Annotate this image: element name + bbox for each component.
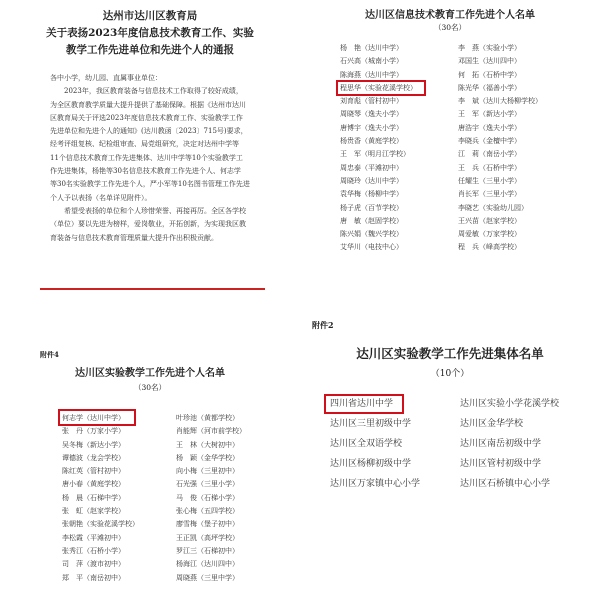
lab-list-count: （30名）	[133, 383, 167, 392]
list-item: 郑 平（南岳初中）	[62, 573, 125, 582]
list-item: 四川省达川中学	[330, 399, 394, 409]
info-list-column-right	[458, 42, 542, 255]
list-item: 王 兵（石桥中学）	[458, 163, 521, 172]
list-item: 陈光华（福善小学）	[458, 83, 521, 92]
notice-para1-line: 11个信息技术教育工作先进集体、达川中学等10个实验教学工	[50, 153, 243, 162]
info-tech-list-panel	[300, 0, 600, 300]
collective-list-panel	[300, 310, 600, 600]
list-item: 杨 颖（金华学校）	[176, 453, 239, 462]
list-item: 周忠泰（平滩初中）	[340, 163, 403, 172]
notice-header-line3: 教学工作先进单位和先进个人的通报	[66, 44, 234, 56]
list-item: 达川区杨柳初级中学	[330, 459, 412, 469]
notice-para1-line: 2023年，我区教育装备与信息技术工作取得了较好成绩，	[64, 87, 243, 96]
page-edge-divider	[40, 288, 265, 290]
list-item: 杨子虎（百节学校）	[340, 203, 403, 212]
collective-list-count: （10个）	[430, 369, 470, 379]
list-item: 张 丹（万家小学）	[62, 427, 125, 436]
list-item: 肖能辉（河市前学校）	[176, 427, 246, 436]
list-item: 达川区全双语学校	[330, 439, 403, 449]
list-item: 石兴高（城南小学）	[340, 57, 403, 66]
lab-list-column-left	[62, 412, 139, 585]
list-item: 李松霞（平滩初中）	[62, 533, 125, 542]
list-item: 李晓艺（实验幼儿园）	[458, 203, 528, 212]
lab-list-column-right	[176, 412, 246, 585]
list-item: 达川区石桥镇中心小学	[460, 479, 551, 489]
list-item: 达川区金华学校	[460, 419, 524, 429]
list-item: 陈兴娟（魏兴学校）	[340, 230, 403, 239]
collective-list-title: 达川区实验教学工作先进集体名单	[356, 346, 544, 361]
info-list-title: 达川区信息技术教育工作先进个人名单	[365, 10, 535, 21]
notice-para1-line: 个人予以表扬（名单详见附件）。	[50, 193, 152, 202]
list-item: 石光强（三里小学）	[176, 480, 239, 489]
list-item: 王 林（大树初中）	[176, 440, 239, 449]
list-item: 袁华梅（杨柳中学）	[340, 190, 403, 199]
list-item: 江 莉（南岳小学）	[458, 150, 521, 159]
list-item: 张秀江（石桥小学）	[62, 546, 125, 555]
list-item: 邓国生（达川四中）	[458, 57, 521, 66]
list-item: 李晓兵（金檀中学）	[458, 137, 521, 146]
collective-column-right	[460, 394, 559, 494]
lab-list-title: 达川区实验教学工作先进个人名单	[75, 368, 225, 379]
list-item: 唐 敏（赵固学校）	[340, 216, 403, 225]
notice-header-org: 达州市达川区教育局	[102, 10, 198, 22]
list-item: 罗江三（石梯初中）	[176, 546, 239, 555]
info-list-column-left	[340, 42, 417, 255]
annex-label: 附件2	[312, 320, 334, 330]
list-item: 司 萍（渡市初中）	[62, 560, 125, 569]
notice-header-line2: 关于表扬2023年度信息技术教育工作、实验	[46, 27, 254, 39]
list-item: 杨贵香（黄庭学校）	[340, 137, 403, 146]
list-item: 刘育彪（管村初中）	[340, 97, 403, 106]
list-item: 王 军（新达小学）	[458, 110, 521, 119]
list-item: 达川区管村初级中学	[460, 459, 542, 469]
highlight-box	[324, 394, 404, 414]
list-item: 艾华川（电技中心）	[340, 243, 403, 252]
lab-individual-list-panel	[0, 330, 300, 600]
list-item: 叶珍池（黄都学校）	[176, 414, 239, 422]
info-list-count: （30名）	[433, 23, 467, 32]
notice-body	[50, 72, 288, 245]
notice-para1-line: 区教育局关于评选2023年度信息技术教育工作、实验教学工作	[50, 113, 243, 122]
list-item: 杨 艳（达川中学）	[340, 44, 403, 52]
list-item: 王兴苗（赵家学校）	[458, 216, 521, 225]
list-item: 王 军（明月江学校）	[340, 150, 410, 159]
notice-para1-line: 为全区教育教学质量大提升提供了基础保障。根据《达州市达川	[50, 100, 246, 109]
list-item: 张朝艳（实验花溪学校）	[62, 520, 139, 529]
notice-para1-line: 作先进集体，杨艳等30名信息技术教育工作先进个人、何志学	[50, 167, 241, 176]
list-item: 周爱敏（万家学校）	[458, 230, 521, 239]
list-item: 肖长军（三里小学）	[458, 190, 521, 199]
list-item: 达川区南岳初级中学	[460, 439, 542, 449]
highlight-box	[58, 409, 136, 426]
list-item: 何志学（达川中学）	[62, 414, 125, 422]
list-item: 李 斌（达川大杨柳学校）	[458, 97, 542, 106]
notice-document-panel	[0, 0, 300, 300]
list-item: 何 拓（石桥中学）	[458, 70, 521, 79]
list-item: 陈海燕（达川中学）	[340, 70, 403, 79]
notice-para1-line: 等30名实验教学工作先进个人，严小军等10名图书管理工作先进	[50, 180, 250, 189]
list-item: 程 兵（峰高学校）	[458, 243, 521, 252]
notice-para2-line: （单位）要以先进为榜样，爱岗敬业，开拓创新，为实现我区教	[50, 220, 246, 229]
list-item: 谭德波（龙会学校）	[62, 453, 125, 462]
notice-para1-line: 先进单位和先进个人的通知》(达川教函〔2023〕715号)要求，	[50, 127, 248, 136]
list-item: 陈红英（管村初中）	[62, 467, 125, 476]
list-item: 张 虹（赵家学校）	[62, 507, 125, 516]
list-item: 达川区三里初级中学	[330, 419, 412, 429]
list-item: 周晓玲（达川中学）	[340, 176, 403, 185]
list-item: 唐博宇（逸夫小学）	[340, 123, 403, 132]
list-item: 廖雪梅（堡子初中）	[176, 520, 239, 529]
list-item: 杨海江（达川四中）	[176, 560, 239, 569]
list-item: 周晓琴（逸夫小学）	[340, 110, 403, 119]
list-item: 程思华（实验花溪学校）	[340, 83, 417, 92]
list-item: 达川区万家镇中心小学	[330, 479, 421, 489]
list-item: 王正凯（高坪学校）	[176, 533, 239, 542]
list-item: 任耀生（三里小学）	[458, 176, 521, 185]
notice-para2-line: 育装备与信息技术教育管理质量大提升作出积极贡献。	[50, 233, 218, 242]
list-item: 唐小春（黄庭学校）	[62, 480, 125, 489]
list-item: 向小梅（三里初中）	[176, 467, 239, 476]
list-item: 唐浩宇（逸夫小学）	[458, 123, 521, 132]
list-item: 马 俊（石梯小学）	[176, 493, 239, 502]
notice-salutation: 各中小学，幼儿园、直属事业单位：	[50, 74, 162, 82]
list-item: 张心梅（五四学校）	[176, 507, 239, 516]
notice-para1-line: 经考评组复核、纪检组审查、局党组研究，决定对达州中学等	[50, 140, 239, 149]
list-item: 杨 晨（石梯中学）	[62, 493, 125, 502]
list-item: 吴冬梅（新达小学）	[62, 440, 125, 449]
highlight-box	[336, 80, 426, 96]
list-item: 达川区实验小学花溪学校	[460, 399, 560, 409]
list-item: 李 燕（实验小学）	[458, 44, 521, 52]
annex-label: 附件4	[40, 350, 59, 359]
notice-para2-line: 希望受表扬的单位和个人珍惜荣誉、再接再厉。全区各学校	[64, 206, 246, 215]
list-item: 周晓燕（三里中学）	[176, 573, 239, 582]
